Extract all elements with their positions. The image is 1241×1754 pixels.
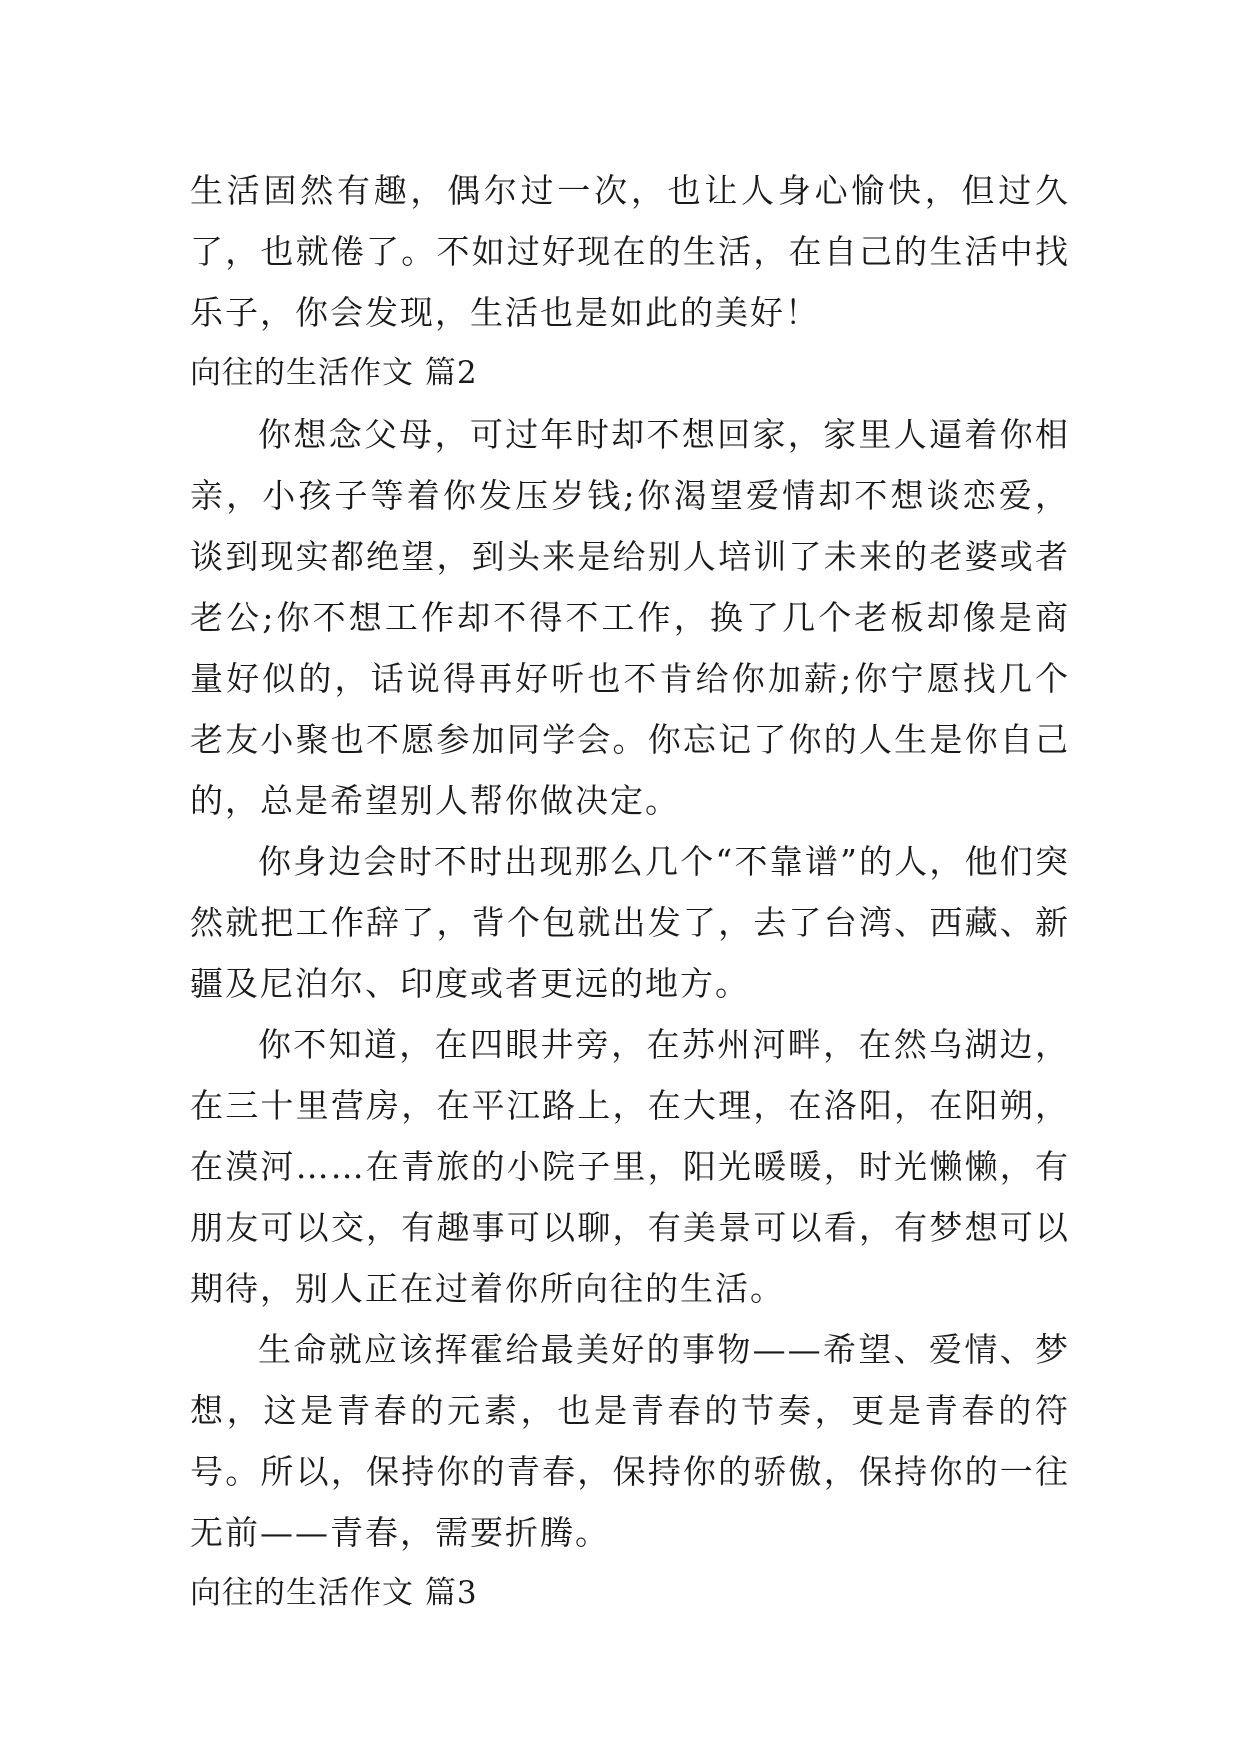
paragraph-2: 你身边会时不时出现那么几个“不靠谱”的人，他们突然就把工作辞了，背个包就出发了，去了台湾、西藏、新疆及尼泊尔、印度或者更远的地方。 (190, 842, 1070, 1003)
paragraph-3: 你不知道，在四眼井旁，在苏州河畔，在然乌湖边，在三十里营房，在平江路上，在大理，在洛阳，在阳朔，在漠河……在青旅的小院子里，阳光暖暖，时光懒懒，有朋友可以交，有趣事可以聊，有美景可以看，有梦想可以期待，别人正在过着你所向往的生活。 (190, 1025, 1070, 1308)
paragraph-intro: 生活固然有趣，偶尔过一次，也让人身心愉快，但过久了，也就倦了。不如过好现在的生活，在自己的生活中找乐子，你会发现，生活也是如此的美好！ (190, 171, 1070, 332)
paragraph-4: 生命就应该挥霍给最美好的事物——希望、爱情、梦想，这是青春的元素，也是青春的节奏，更是青春的符号。所以，保持你的青春，保持你的骄傲，保持你的一往无前——青春，需要折腾。 (190, 1330, 1070, 1552)
document-body (190, 160, 1070, 1624)
section-heading-3: 向往的生活作文 篇3 (190, 1575, 478, 1611)
paragraph-1: 你想念父母，可过年时却不想回家，家里人逼着你相亲，小孩子等着你发压岁钱;你渴望爱情却不想谈恋爱，谈到现实都绝望，到头来是给别人培训了未来的老婆或者老公;你不想工作却不得不工作，换了几个老板却像是商量好似的，话说得再好听也不肯给你加薪;你宁愿找几个老友小聚也不愿参加同学会。你忘记了你的人生是你自己的，总是希望别人帮你做决定。 (190, 415, 1070, 820)
section-heading-2: 向往的生活作文 篇2 (190, 355, 478, 391)
